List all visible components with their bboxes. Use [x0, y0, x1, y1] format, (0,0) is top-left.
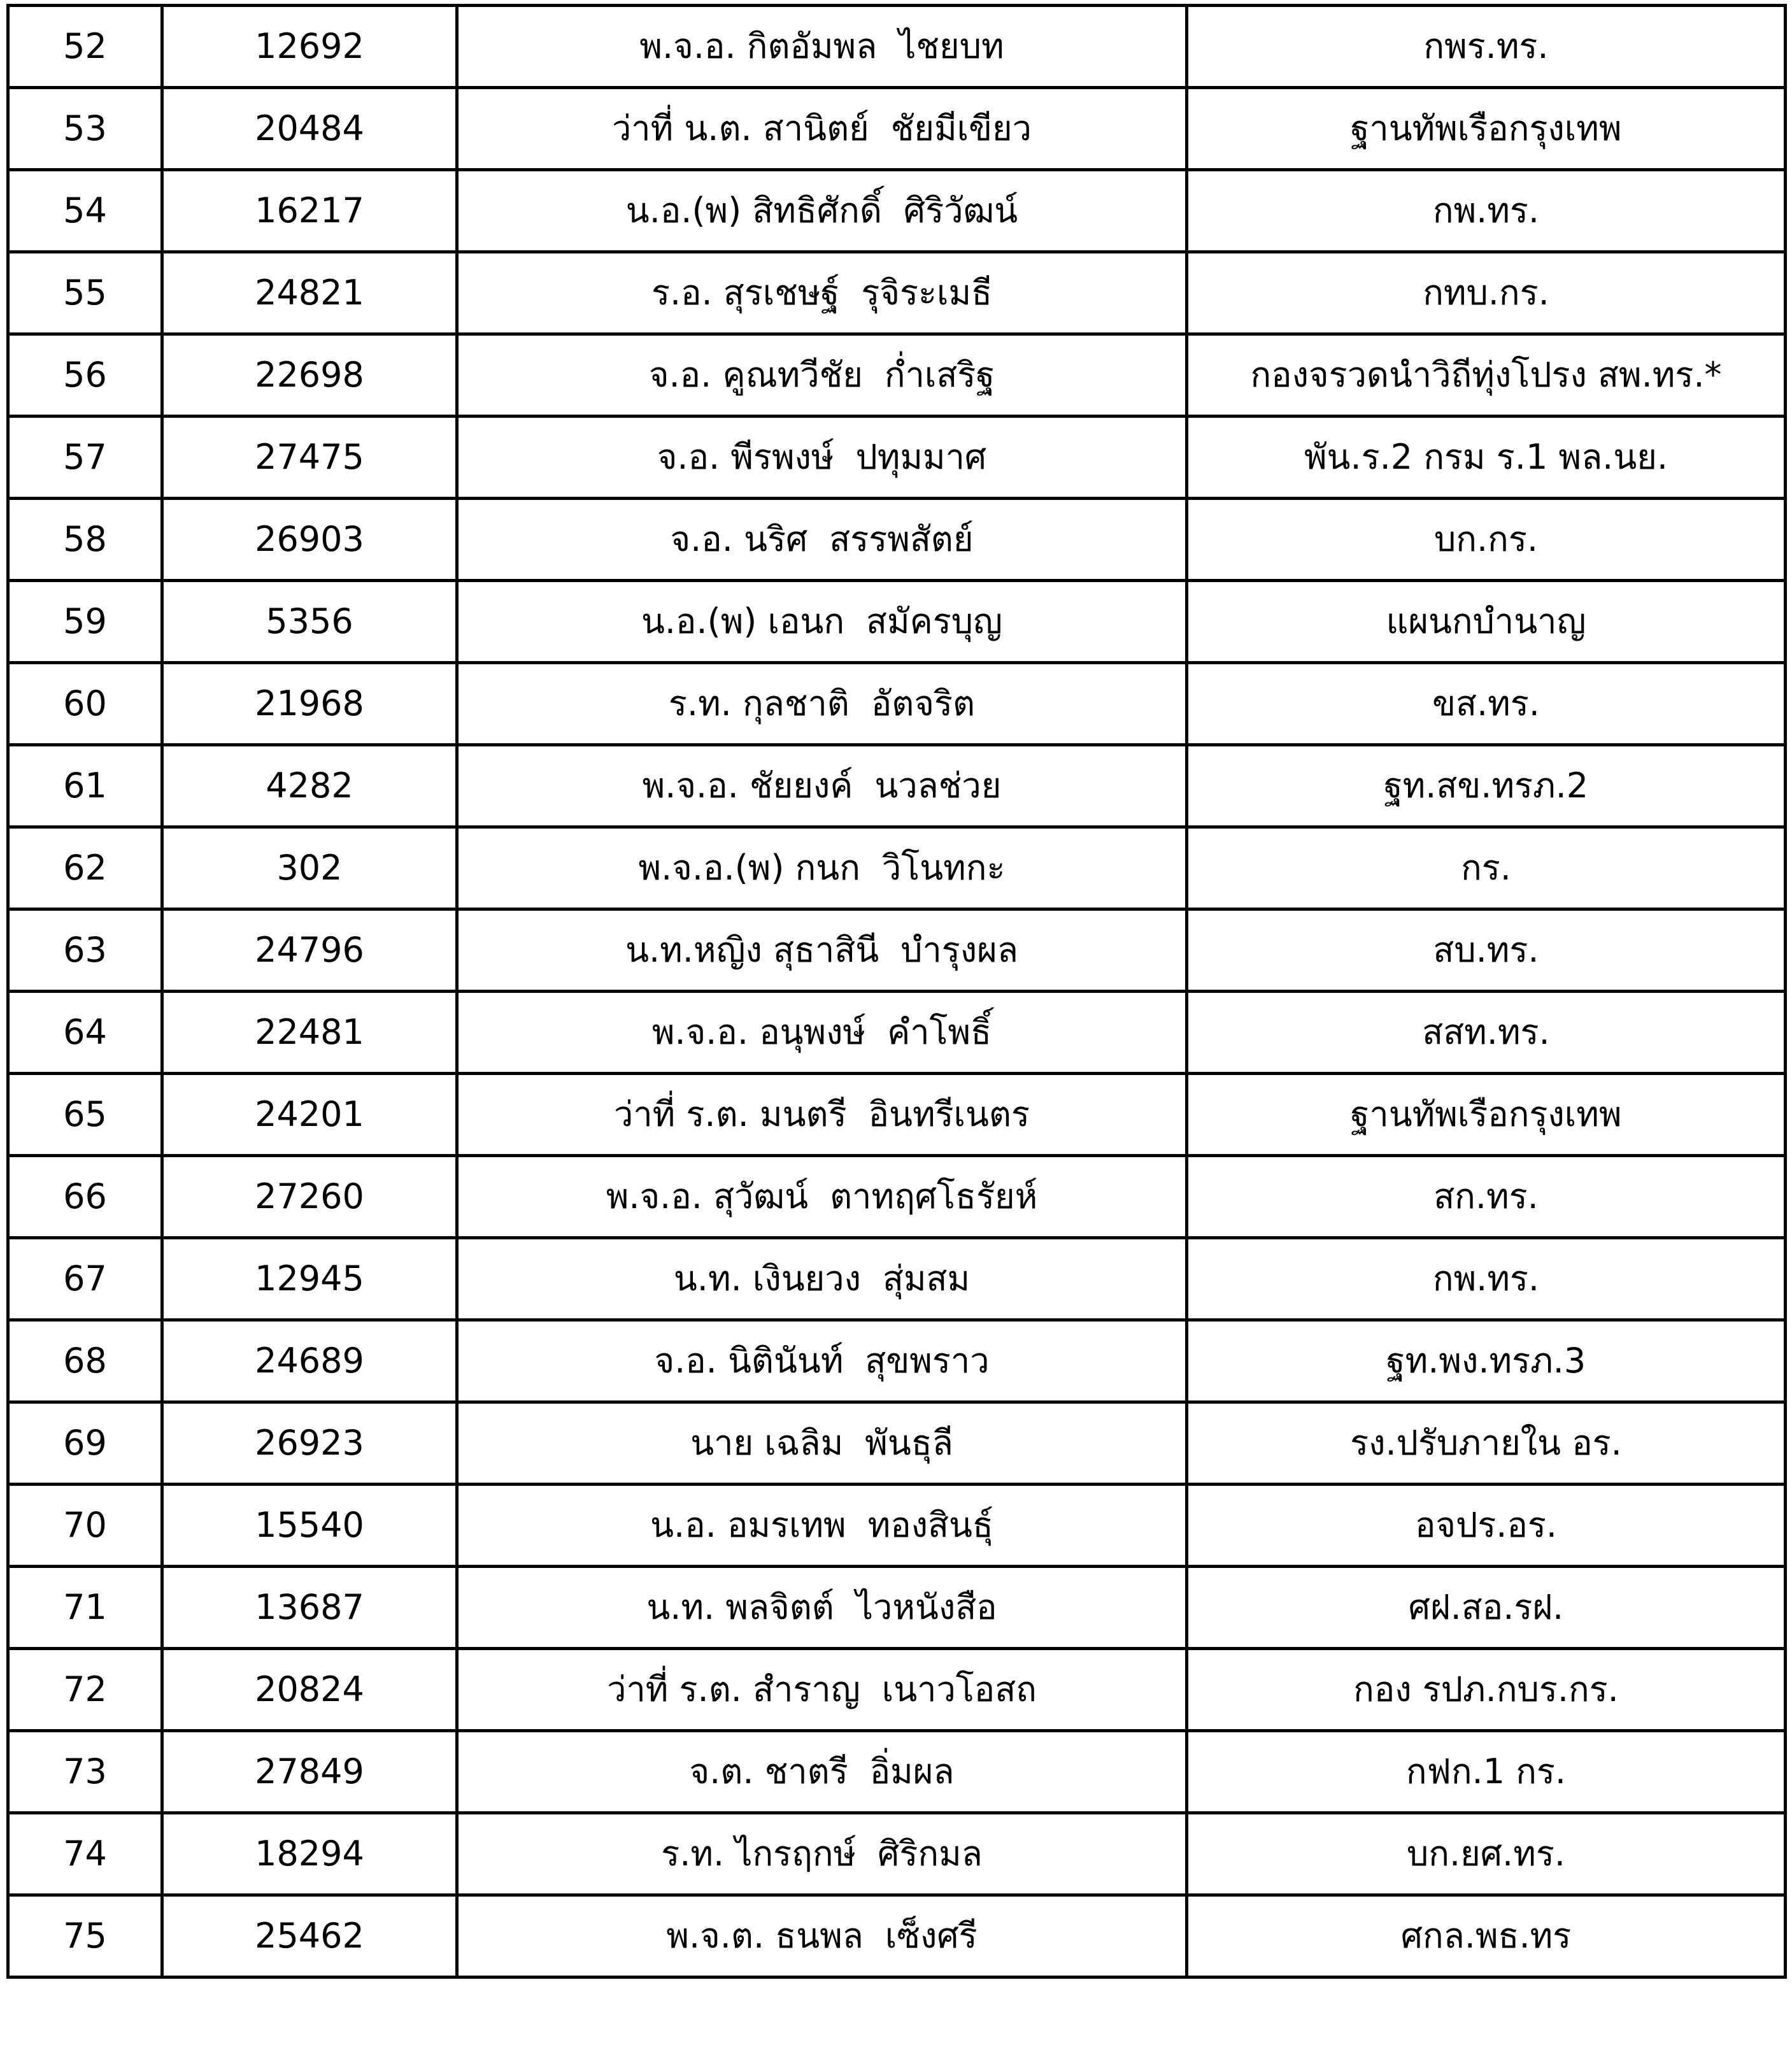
- seq-number-cell: 61: [8, 745, 162, 827]
- id-number-cell: 12692: [162, 6, 457, 88]
- table-row: [8, 1895, 1786, 1977]
- id-number-cell: 13687: [162, 1567, 457, 1649]
- first-name: ชาตรี: [764, 1751, 848, 1792]
- first-name: คูณทวีชัย: [722, 355, 863, 395]
- unit-cell: กพร.ทร.: [1187, 6, 1786, 88]
- last-name: บำรุงผล: [900, 930, 1018, 970]
- first-name: กุลชาติ: [743, 683, 850, 723]
- table-row: [8, 1402, 1786, 1485]
- first-name: ชัยยงค์: [749, 766, 853, 806]
- name-cell: [457, 1156, 1187, 1238]
- unit-cell: กฟก.1 กร.: [1187, 1731, 1786, 1813]
- seq-number-cell: 70: [8, 1485, 162, 1567]
- unit-cell: สบ.ทร.: [1187, 909, 1786, 992]
- last-name: เซ็งศรี: [885, 1916, 978, 1956]
- first-name: สุวัฒน์: [713, 1176, 809, 1216]
- seq-number-cell: 56: [8, 334, 162, 417]
- unit-cell: อจปร.อร.: [1187, 1485, 1786, 1567]
- seq-number-cell: 57: [8, 417, 162, 499]
- unit-cell: บก.กร.: [1187, 499, 1786, 581]
- id-number-cell: 27849: [162, 1731, 457, 1813]
- rank-title: ร.อ.: [651, 273, 713, 313]
- table-row: [8, 745, 1786, 827]
- unit-cell: พัน.ร.2 กรม ร.1 พล.นย.: [1187, 417, 1786, 499]
- seq-number-cell: 74: [8, 1813, 162, 1895]
- first-name: พีรพงษ์: [730, 437, 834, 477]
- table-row: [8, 1485, 1786, 1567]
- rank-title: ว่าที่ ร.ต.: [607, 1669, 742, 1709]
- table-row: [8, 909, 1786, 992]
- last-name: สุ่มสม: [882, 1258, 971, 1299]
- seq-number-cell: 63: [8, 909, 162, 992]
- rank-title: พ.จ.ต.: [666, 1916, 765, 1956]
- first-name: นิตินันท์: [728, 1341, 844, 1381]
- name-cell: [457, 170, 1187, 252]
- rank-title: น.ท.: [646, 1587, 715, 1627]
- first-name: สุธาสินี: [773, 930, 879, 970]
- seq-number-cell: 60: [8, 663, 162, 745]
- id-number-cell: 5356: [162, 581, 457, 663]
- seq-number-cell: 66: [8, 1156, 162, 1238]
- id-number-cell: 27260: [162, 1156, 457, 1238]
- first-name: สานิตย์: [762, 108, 869, 148]
- unit-cell: กพ.ทร.: [1187, 170, 1786, 252]
- id-number-cell: 25462: [162, 1895, 457, 1977]
- name-cell: [457, 1731, 1187, 1813]
- table-row: [8, 499, 1786, 581]
- table-row: [8, 663, 1786, 745]
- seq-number-cell: 71: [8, 1567, 162, 1649]
- last-name: ชัยมีเขียว: [890, 108, 1032, 148]
- last-name: เนาวโอสถ: [881, 1669, 1037, 1709]
- rank-title: พ.จ.อ.: [651, 1012, 749, 1052]
- seq-number-cell: 55: [8, 252, 162, 334]
- rank-title: พ.จ.อ.: [606, 1176, 702, 1216]
- id-number-cell: 24689: [162, 1320, 457, 1402]
- last-name: อินทรีเนตร: [868, 1094, 1030, 1134]
- rank-title: จ.ต.: [689, 1751, 754, 1792]
- rank-title: ว่าที่ น.ต.: [611, 108, 752, 148]
- personnel-table-body: [8, 6, 1786, 1977]
- last-name: ทองสินธุ์: [867, 1505, 993, 1545]
- table-row: [8, 1731, 1786, 1813]
- rank-title: นาย: [690, 1423, 754, 1463]
- first-name: สิทธิศักดิ์: [752, 190, 882, 231]
- name-cell: [457, 6, 1187, 88]
- name-cell: [457, 745, 1187, 827]
- rank-title: จ.อ.: [648, 355, 712, 395]
- seq-number-cell: 58: [8, 499, 162, 581]
- seq-number-cell: 53: [8, 88, 162, 170]
- table-row: [8, 1238, 1786, 1320]
- table-row: [8, 1649, 1786, 1731]
- last-name: ศิริวัฒน์: [903, 190, 1018, 231]
- unit-cell: กพ.ทร.: [1187, 1238, 1786, 1320]
- seq-number-cell: 67: [8, 1238, 162, 1320]
- name-cell: [457, 909, 1187, 992]
- last-name: นวลช่วย: [874, 766, 1002, 806]
- name-cell: [457, 827, 1187, 909]
- name-cell: [457, 1074, 1187, 1156]
- last-name: ศิริกมล: [878, 1834, 983, 1874]
- last-name: ไชยบท: [899, 26, 1004, 66]
- first-name: อนุพงษ์: [759, 1012, 866, 1052]
- last-name: สมัครบุญ: [866, 601, 1003, 641]
- first-name: พลจิตต์: [725, 1587, 834, 1627]
- table-row: [8, 1074, 1786, 1156]
- name-cell: [457, 1402, 1187, 1485]
- name-cell: [457, 334, 1187, 417]
- table-row: [8, 1156, 1786, 1238]
- name-cell: [457, 1649, 1187, 1731]
- name-cell: [457, 499, 1187, 581]
- id-number-cell: 21968: [162, 663, 457, 745]
- first-name: อมรเทพ: [727, 1505, 846, 1545]
- id-number-cell: 22481: [162, 992, 457, 1074]
- last-name: อัตจริต: [871, 683, 976, 723]
- name-cell: [457, 581, 1187, 663]
- id-number-cell: 26923: [162, 1402, 457, 1485]
- unit-cell: รง.ปรับภายใน อร.: [1187, 1402, 1786, 1485]
- table-row: [8, 88, 1786, 170]
- seq-number-cell: 65: [8, 1074, 162, 1156]
- rank-title: พ.จ.อ.(พ): [638, 848, 785, 888]
- name-cell: [457, 1813, 1187, 1895]
- seq-number-cell: 64: [8, 992, 162, 1074]
- rank-title: จ.อ.: [654, 1341, 717, 1381]
- id-number-cell: 20484: [162, 88, 457, 170]
- unit-cell: บก.ยศ.ทร.: [1187, 1813, 1786, 1895]
- first-name: เฉลิม: [764, 1423, 844, 1463]
- rank-title: ร.ท.: [668, 683, 732, 723]
- table-row: [8, 1813, 1786, 1895]
- unit-cell: ขส.ทร.: [1187, 663, 1786, 745]
- name-cell: [457, 663, 1187, 745]
- table-row: [8, 581, 1786, 663]
- id-number-cell: 16217: [162, 170, 457, 252]
- table-row: [8, 170, 1786, 252]
- id-number-cell: 4282: [162, 745, 457, 827]
- first-name: มนตรี: [760, 1094, 847, 1134]
- last-name: ปทุมมาศ: [855, 437, 987, 477]
- last-name: ไวหนังสือ: [855, 1587, 997, 1627]
- table-row: [8, 252, 1786, 334]
- seq-number-cell: 73: [8, 1731, 162, 1813]
- name-cell: [457, 1238, 1187, 1320]
- rank-title: ว่าที่ ร.ต.: [614, 1094, 749, 1134]
- last-name: สุขพราว: [865, 1341, 990, 1381]
- table-row: [8, 417, 1786, 499]
- first-name: สุรเชษฐ์: [723, 273, 840, 313]
- name-cell: [457, 252, 1187, 334]
- first-name: ไกรฤกษ์: [735, 1834, 857, 1874]
- name-cell: [457, 1485, 1187, 1567]
- id-number-cell: 18294: [162, 1813, 457, 1895]
- unit-cell: กอง รปภ.กบร.กร.: [1187, 1649, 1786, 1731]
- unit-cell: กองจรวดนำวิถีทุ่งโปรง สพ.ทร.*: [1187, 334, 1786, 417]
- unit-cell: สก.ทร.: [1187, 1156, 1786, 1238]
- id-number-cell: 12945: [162, 1238, 457, 1320]
- table-row: [8, 1567, 1786, 1649]
- first-name: กิตอัมพล: [746, 26, 878, 66]
- table-row: [8, 827, 1786, 909]
- unit-cell: ฐท.พง.ทรภ.3: [1187, 1320, 1786, 1402]
- personnel-table: [6, 4, 1787, 1979]
- rank-title: น.ท.: [673, 1258, 742, 1299]
- seq-number-cell: 52: [8, 6, 162, 88]
- rank-title: น.อ.: [650, 1505, 716, 1545]
- rank-title: น.อ.(พ): [625, 190, 742, 231]
- id-number-cell: 27475: [162, 417, 457, 499]
- unit-cell: ฐานทัพเรือกรุงเทพ: [1187, 1074, 1786, 1156]
- table-row: [8, 1320, 1786, 1402]
- last-name: รุจิระเมธี: [861, 273, 993, 313]
- unit-cell: ศกล.พธ.ทร: [1187, 1895, 1786, 1977]
- unit-cell: แผนกบำนาญ: [1187, 581, 1786, 663]
- first-name: เงินยวง: [752, 1258, 861, 1299]
- seq-number-cell: 72: [8, 1649, 162, 1731]
- first-name: นริศ: [744, 519, 808, 559]
- first-name: กนก: [795, 848, 860, 888]
- id-number-cell: 20824: [162, 1649, 457, 1731]
- id-number-cell: 22698: [162, 334, 457, 417]
- first-name: สำราญ: [753, 1669, 860, 1709]
- table-row: [8, 6, 1786, 88]
- last-name: คำโพธิ์: [887, 1012, 992, 1052]
- rank-title: พ.จ.อ.: [642, 766, 739, 806]
- last-name: ตาทฤศโธรัยห์: [830, 1176, 1038, 1216]
- first-name: เอนก: [767, 601, 845, 641]
- seq-number-cell: 59: [8, 581, 162, 663]
- seq-number-cell: 75: [8, 1895, 162, 1977]
- name-cell: [457, 1895, 1187, 1977]
- id-number-cell: 302: [162, 827, 457, 909]
- first-name: ธนพล: [775, 1916, 864, 1956]
- last-name: วิโนทกะ: [881, 848, 1006, 888]
- name-cell: [457, 1320, 1187, 1402]
- last-name: อิ่มผล: [869, 1751, 955, 1792]
- seq-number-cell: 68: [8, 1320, 162, 1402]
- id-number-cell: 26903: [162, 499, 457, 581]
- name-cell: [457, 1567, 1187, 1649]
- rank-title: น.อ.(พ): [641, 601, 757, 641]
- unit-cell: ฐท.สข.ทรภ.2: [1187, 745, 1786, 827]
- seq-number-cell: 69: [8, 1402, 162, 1485]
- last-name: พันธุลี: [865, 1423, 953, 1463]
- unit-cell: กร.: [1187, 827, 1786, 909]
- last-name: สรรพสัตย์: [829, 519, 974, 559]
- unit-cell: ฐานทัพเรือกรุงเทพ: [1187, 88, 1786, 170]
- unit-cell: กทบ.กร.: [1187, 252, 1786, 334]
- id-number-cell: 24796: [162, 909, 457, 992]
- table-row: [8, 992, 1786, 1074]
- name-cell: [457, 88, 1187, 170]
- table-row: [8, 334, 1786, 417]
- rank-title: จ.อ.: [670, 519, 733, 559]
- rank-title: พ.จ.อ.: [639, 26, 736, 66]
- rank-title: จ.อ.: [657, 437, 720, 477]
- seq-number-cell: 62: [8, 827, 162, 909]
- last-name: ก่ำเสริฐ: [884, 355, 995, 395]
- unit-cell: สสท.ทร.: [1187, 992, 1786, 1074]
- name-cell: [457, 417, 1187, 499]
- rank-title: น.ท.หญิง: [625, 930, 762, 970]
- unit-cell: ศฝ.สอ.รฝ.: [1187, 1567, 1786, 1649]
- rank-title: ร.ท.: [661, 1834, 725, 1874]
- id-number-cell: 15540: [162, 1485, 457, 1567]
- seq-number-cell: 54: [8, 170, 162, 252]
- id-number-cell: 24821: [162, 252, 457, 334]
- name-cell: [457, 992, 1187, 1074]
- id-number-cell: 24201: [162, 1074, 457, 1156]
